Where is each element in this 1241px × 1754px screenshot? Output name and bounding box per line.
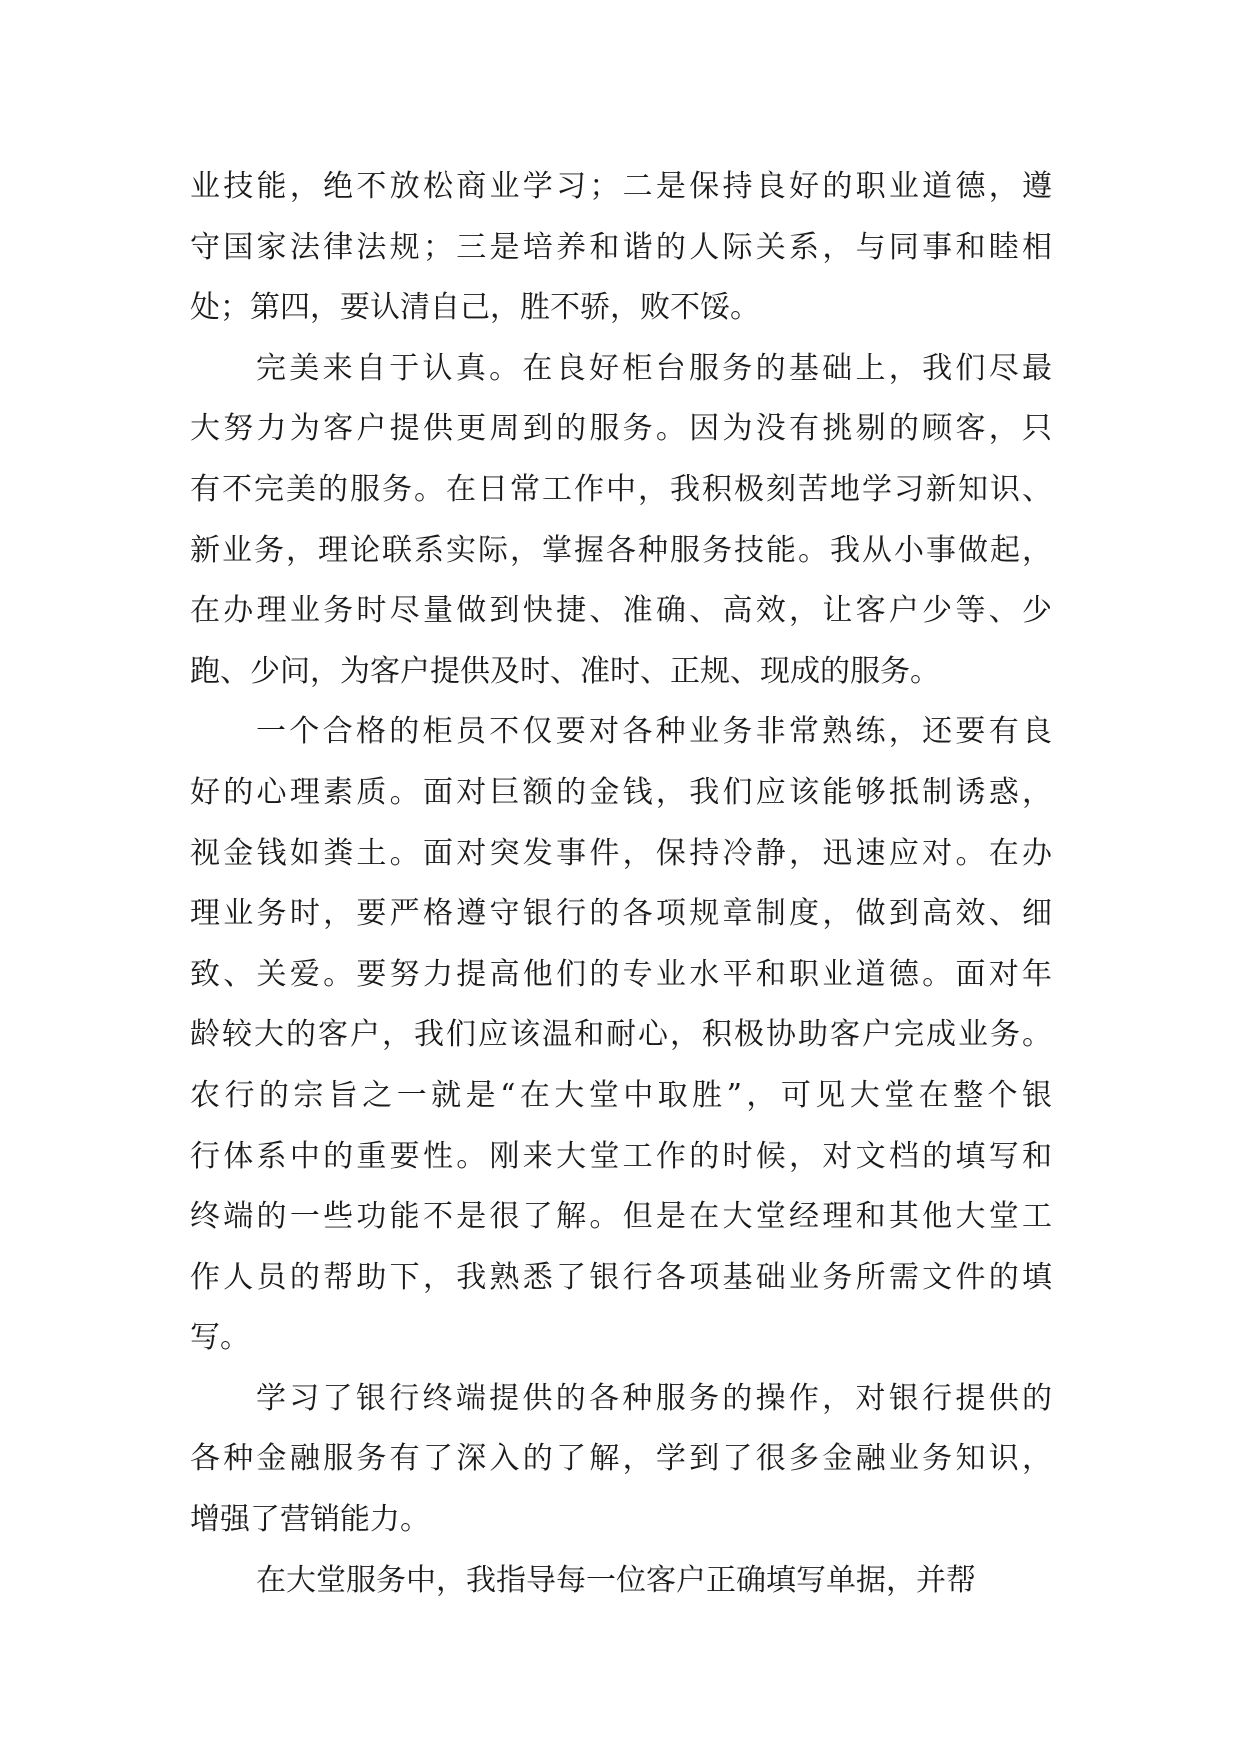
text-line: 完美来自于认真。在良好柜台服务的基础上，我们尽最 <box>256 350 1052 386</box>
text-line: 致、关爱。要努力提高他们的专业水平和职业道德。面对年 <box>190 956 1052 992</box>
paragraph-1 <box>190 157 1052 339</box>
text-line: 行体系中的重要性。刚来大堂工作的时候，对文档的填写和 <box>190 1138 1052 1174</box>
text-line: 在大堂服务中，我指导每一位客户正确填写单据，并帮 <box>256 1562 976 1598</box>
text-line: 农行的宗旨之一就是“在大堂中取胜”，可见大堂在整个银 <box>190 1077 1052 1113</box>
text-line: 终端的一些功能不是很了解。但是在大堂经理和其他大堂工 <box>190 1199 1052 1235</box>
text-line: 处；第四，要认清自己，胜不骄，败不馁。 <box>190 290 760 326</box>
text-line: 在办理业务时尽量做到快捷、准确、高效，让客户少等、少 <box>190 593 1052 629</box>
paragraph-2 <box>190 339 1052 703</box>
text-line: 新业务，理论联系实际，掌握各种服务技能。我从小事做起， <box>190 532 1052 568</box>
text-line: 业技能，绝不放松商业学习；二是保持良好的职业道德，遵 <box>190 169 1052 204</box>
text-line: 学习了银行终端提供的各种服务的操作，对银行提供的 <box>256 1380 1052 1416</box>
text-line: 龄较大的客户，我们应该温和耐心，积极协助客户完成业务。 <box>190 1017 1052 1053</box>
text-line: 好的心理素质。面对巨额的金钱，我们应该能够抵制诱惑， <box>190 774 1052 810</box>
text-line: 增强了营销能力。 <box>190 1502 430 1538</box>
text-line: 大努力为客户提供更周到的服务。因为没有挑剔的顾客，只 <box>190 411 1052 447</box>
paragraph-4 <box>190 1369 1052 1551</box>
text-line: 有不完美的服务。在日常工作中，我积极刻苦地学习新知识、 <box>190 471 1052 507</box>
text-line: 一个合格的柜员不仅要对各种业务非常熟练，还要有良 <box>256 714 1052 750</box>
text-line: 视金钱如粪土。面对突发事件，保持冷静，迅速应对。在办 <box>190 835 1052 871</box>
text-line: 作人员的帮助下，我熟悉了银行各项基础业务所需文件的填 <box>190 1259 1052 1295</box>
document-body <box>190 157 1052 1611</box>
paragraph-5 <box>190 1551 1052 1612</box>
text-line: 守国家法律法规；三是培养和谐的人际关系，与同事和睦相 <box>190 229 1052 265</box>
text-line: 跑、少问，为客户提供及时、准时、正规、现成的服务。 <box>190 653 940 689</box>
text-line: 各种金融服务有了深入的了解，学到了很多金融业务知识， <box>190 1441 1052 1477</box>
text-line: 理业务时，要严格遵守银行的各项规章制度，做到高效、细 <box>190 896 1052 932</box>
paragraph-3 <box>190 702 1052 1369</box>
text-line: 写。 <box>190 1320 250 1356</box>
